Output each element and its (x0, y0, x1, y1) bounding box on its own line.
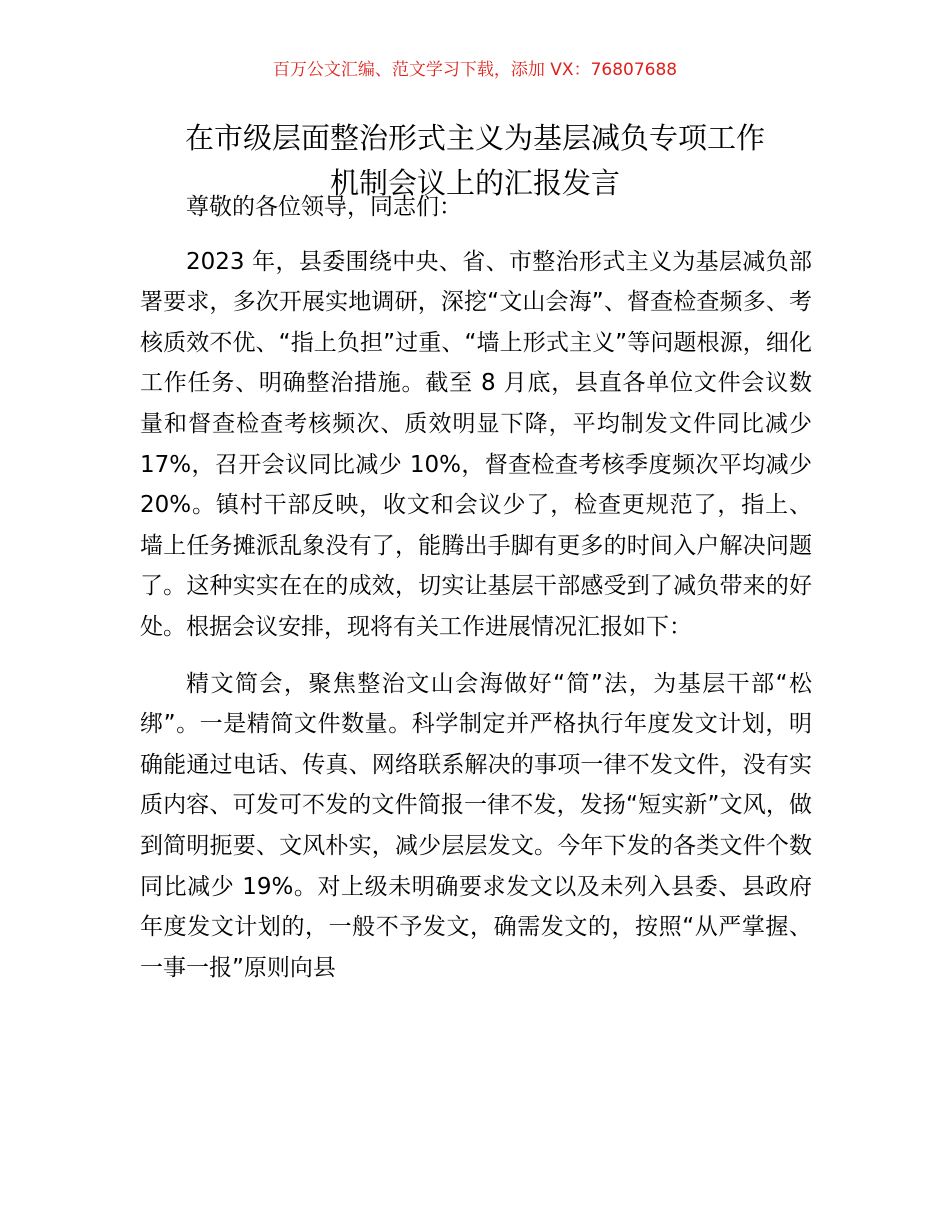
document-body (140, 187, 812, 988)
salutation: 尊敬的各位领导，同志们： (186, 194, 462, 220)
download-notice: 百万公文汇编、范文学习下载，添加 VX：76807688 (272, 60, 678, 80)
document-title-line-1: 在市级层面整治形式主义为基层减负专项工作 (184, 121, 765, 155)
paragraph-intro: 2023 年，县委围绕中央、省、市整治形式主义为基层减负部署要求，多次开展实地调研，深挖“文山会海”、督查检查频多、考核质效不优、“指上负担”过重、“墙上形式主义”等问题根源，细化工作任务、明确整治措施。截至 8 月底，县直各单位文件会议数量和督查检查考核频次、质效明显下降，平均制发文件同比减少 17%，召开会议同比减少 10%，督查检查考核季度频次平均减少 20%。镇村干部反映，收文和会议少了，检查更规范了，指上、墙上任务摊派乱象没有了，能腾出手脚有更多的时间入户解决问题了。这种实实在在的成效，切实让基层干部感受到了减负带来的好处。根据会议安排，现将有关工作进展情况汇报如下： (140, 248, 812, 640)
paragraph-simplify-documents: 精文简会，聚焦整治文山会海做好“简”法，为基层干部“松绑”。一是精简文件数量。科学制定并严格执行年度发文计划，明确能通过电话、传真、网络联系解决的事项一律不发文件，没有实质内容、可发可不发的文件简报一律不发，发扬“短实新”文风，做到简明扼要、文风朴实，减少层层发文。今年下发的各类文件个数同比减少 19%。对上级未明确要求发文以及未列入县委、县政府年度发文计划的，一般不予发文，确需发文的，按照“从严掌握、一事一报”原则向县 (140, 670, 812, 981)
document-title-line-2: 机制会议上的汇报发言 (329, 166, 620, 200)
